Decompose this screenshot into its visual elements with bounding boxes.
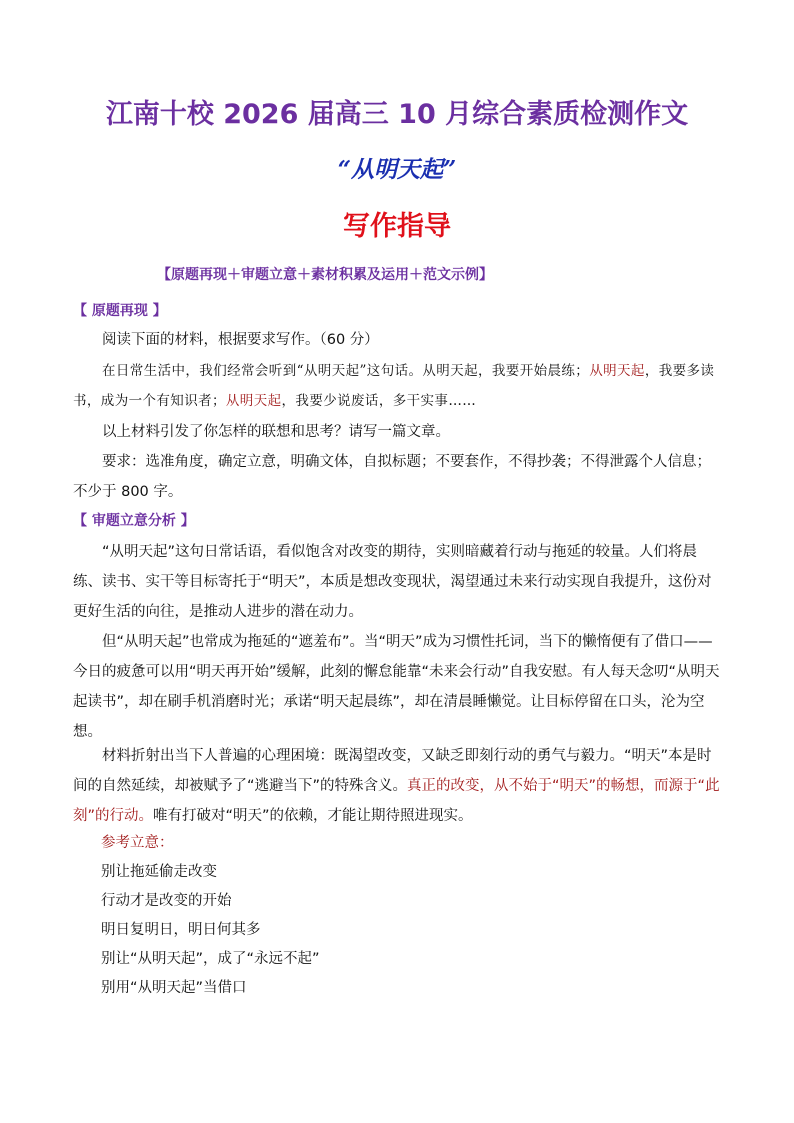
reference-item: 明日复明日，明日何其多 xyxy=(101,922,261,938)
outline-line: 【原题再现＋审题立意＋素材积累及运用＋范文示例】 xyxy=(157,267,493,283)
section-label-analysis: 【 审题立意分析 】 xyxy=(73,513,195,529)
document-subtitle: “从明天起” xyxy=(337,156,457,183)
instruction-text: 阅读下面的材料，根据要求写作。（60 分） xyxy=(102,332,379,348)
section-heading: 写作指导 xyxy=(343,211,451,242)
requirement-text: 要求：选准角度，确定立意，明确文体，自拟标题；不要套作，不得抄袭；不得泄露个人信息；不少于 800 字。 xyxy=(73,454,711,500)
highlight-phrase: 从明天起 xyxy=(589,363,645,379)
highlight-phrase: 从明天起 xyxy=(225,393,282,409)
material-text: 在日常生活中，我们经常会听到“从明天起”这句话。从明天起，我要开始晨练；从明天起，我要多读书，成为一个有知识者；从明天起，我要少说废话，多干实事…… xyxy=(73,363,715,409)
reference-item: 别让拖延偷走改变 xyxy=(101,864,217,880)
reference-item: 别用“从明天起”当借口 xyxy=(101,980,247,996)
analysis-paragraph-3: 材料折射出当下人普遍的心理困境：既渴望改变，又缺乏即刻行动的勇气与毅力。“明天”本是时间的自然延续，却被赋予了“逃避当下”的特殊含义。真正的改变，从不始于“明天”的畅想，而源于“此刻”的行动。唯有打破对“明天”的依赖，才能让期待照进现实。 xyxy=(73,748,720,824)
highlight-sentence: 真正的改变，从不始于“明天”的畅想，而源于“此刻”的行动。 xyxy=(73,778,720,824)
section-label-original: 【 原题再现 】 xyxy=(73,303,167,319)
reference-item: 行动才是改变的开始 xyxy=(101,893,232,909)
analysis-paragraph-2: 但“从明天起”也常成为拖延的“遮羞布”。当“明天”成为习惯性托词，当下的懒惰便有了借口——今日的疲惫可以用“明天再开始”缓解，此刻的懈怠能靠“未来会行动”自我安慰。有人每天念叨“从明天起读书”，却在刷手机消磨时光；承诺“明天起晨练”，却在清晨睡懒觉。让目标停留在口头，沦为空想。 xyxy=(73,634,720,740)
reference-label: 参考立意： xyxy=(101,835,174,851)
prompt-text: 以上材料引发了你怎样的联想和思考？请写一篇文章。 xyxy=(102,424,450,440)
analysis-paragraph-1: “从明天起”这句日常话语，看似饱含对改变的期待，实则暗藏着行动与拖延的较量。人们将晨练、读书、实干等目标寄托于“明天”，本质是想改变现状，渴望通过未来行动实现自我提升，这份对更好生活的向往，是推动人进步的潜在动力。 xyxy=(73,544,712,620)
reference-item: 别让“从明天起”，成了“永远不起” xyxy=(101,951,320,967)
document-title: 江南十校 2026 届高三 10 月综合素质检测作文 xyxy=(105,99,689,130)
